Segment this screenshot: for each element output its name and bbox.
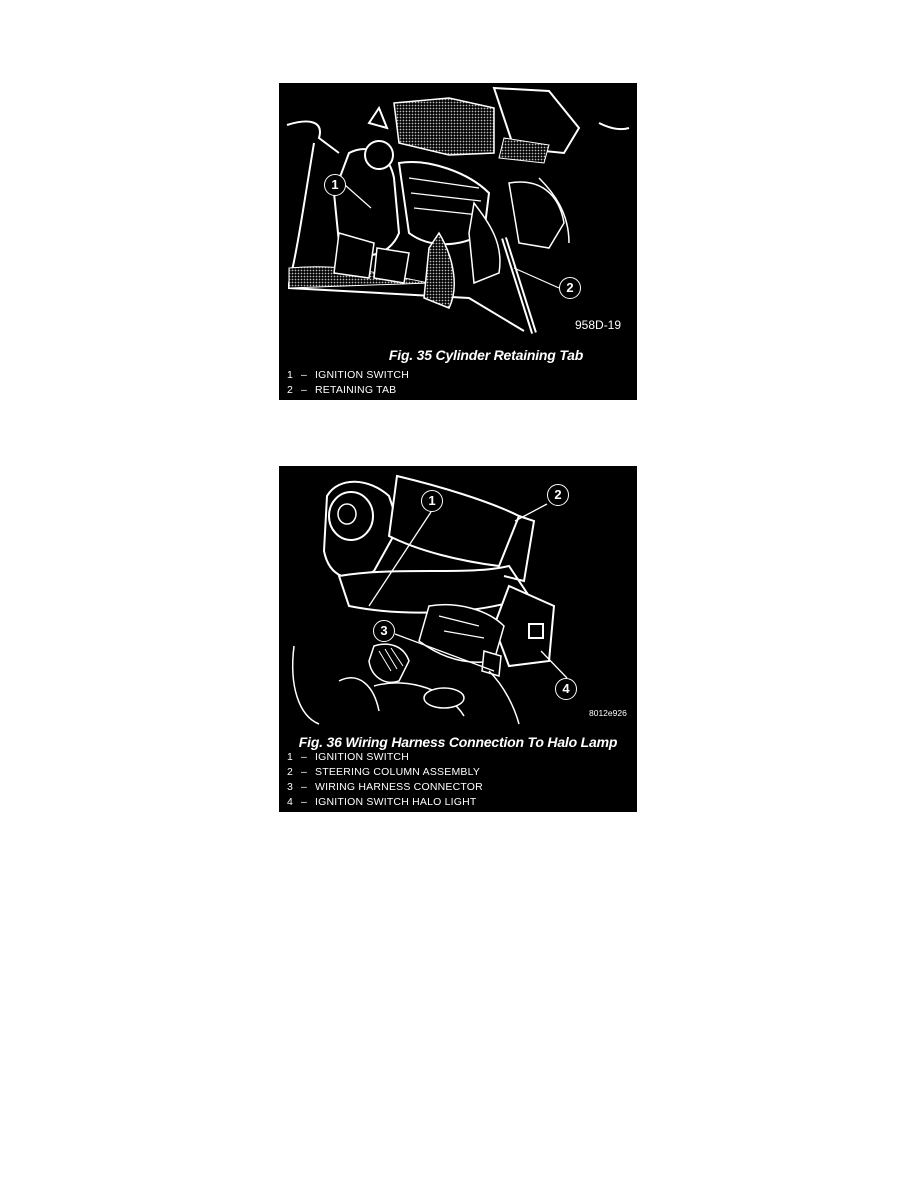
- legend-item: [287, 795, 483, 810]
- legend-item: [287, 780, 483, 795]
- callout-4: 4: [555, 678, 577, 700]
- callout-2: 2: [559, 277, 581, 299]
- legend-label: WIRING HARNESS CONNECTOR: [315, 781, 483, 793]
- legend-label: STEERING COLUMN ASSEMBLY: [315, 766, 481, 778]
- figure-reference-code: 8012e926: [589, 708, 627, 718]
- callout-2: 2: [547, 484, 569, 506]
- legend-separator: –: [301, 751, 308, 763]
- figure-reference-code: 958D-19: [575, 318, 622, 332]
- figure-title: Fig. 35 Cylinder Retaining Tab: [388, 347, 584, 363]
- legend-number: 4: [287, 796, 294, 808]
- figure-legend: [287, 750, 483, 810]
- figure-title: Fig. 36 Wiring Harness Connection To Halo Lamp: [298, 734, 618, 750]
- legend-separator: –: [301, 766, 308, 778]
- figure-35: [279, 83, 637, 400]
- legend-label: IGNITION SWITCH: [315, 369, 409, 381]
- legend-number: 2: [287, 766, 294, 778]
- legend-number: 2: [287, 384, 294, 396]
- legend-item: [287, 383, 409, 398]
- callout-1: 1: [421, 490, 443, 512]
- figure-35-illustration: [279, 83, 637, 345]
- callout-1: 1: [324, 174, 346, 196]
- figure-legend: [287, 368, 409, 398]
- figure-36: [279, 466, 637, 812]
- legend-number: 1: [287, 369, 294, 381]
- legend-number: 3: [287, 781, 294, 793]
- legend-item: [287, 368, 409, 383]
- legend-separator: –: [301, 384, 308, 396]
- legend-label: RETAINING TAB: [315, 384, 397, 396]
- legend-separator: –: [301, 781, 308, 793]
- legend-label: IGNITION SWITCH: [315, 751, 409, 763]
- callout-3: 3: [373, 620, 395, 642]
- legend-number: 1: [287, 751, 294, 763]
- legend-separator: –: [301, 796, 308, 808]
- legend-item: [287, 750, 483, 765]
- legend-separator: –: [301, 369, 308, 381]
- legend-item: [287, 765, 483, 780]
- legend-label: IGNITION SWITCH HALO LIGHT: [315, 796, 477, 808]
- figure-36-illustration: [279, 466, 637, 726]
